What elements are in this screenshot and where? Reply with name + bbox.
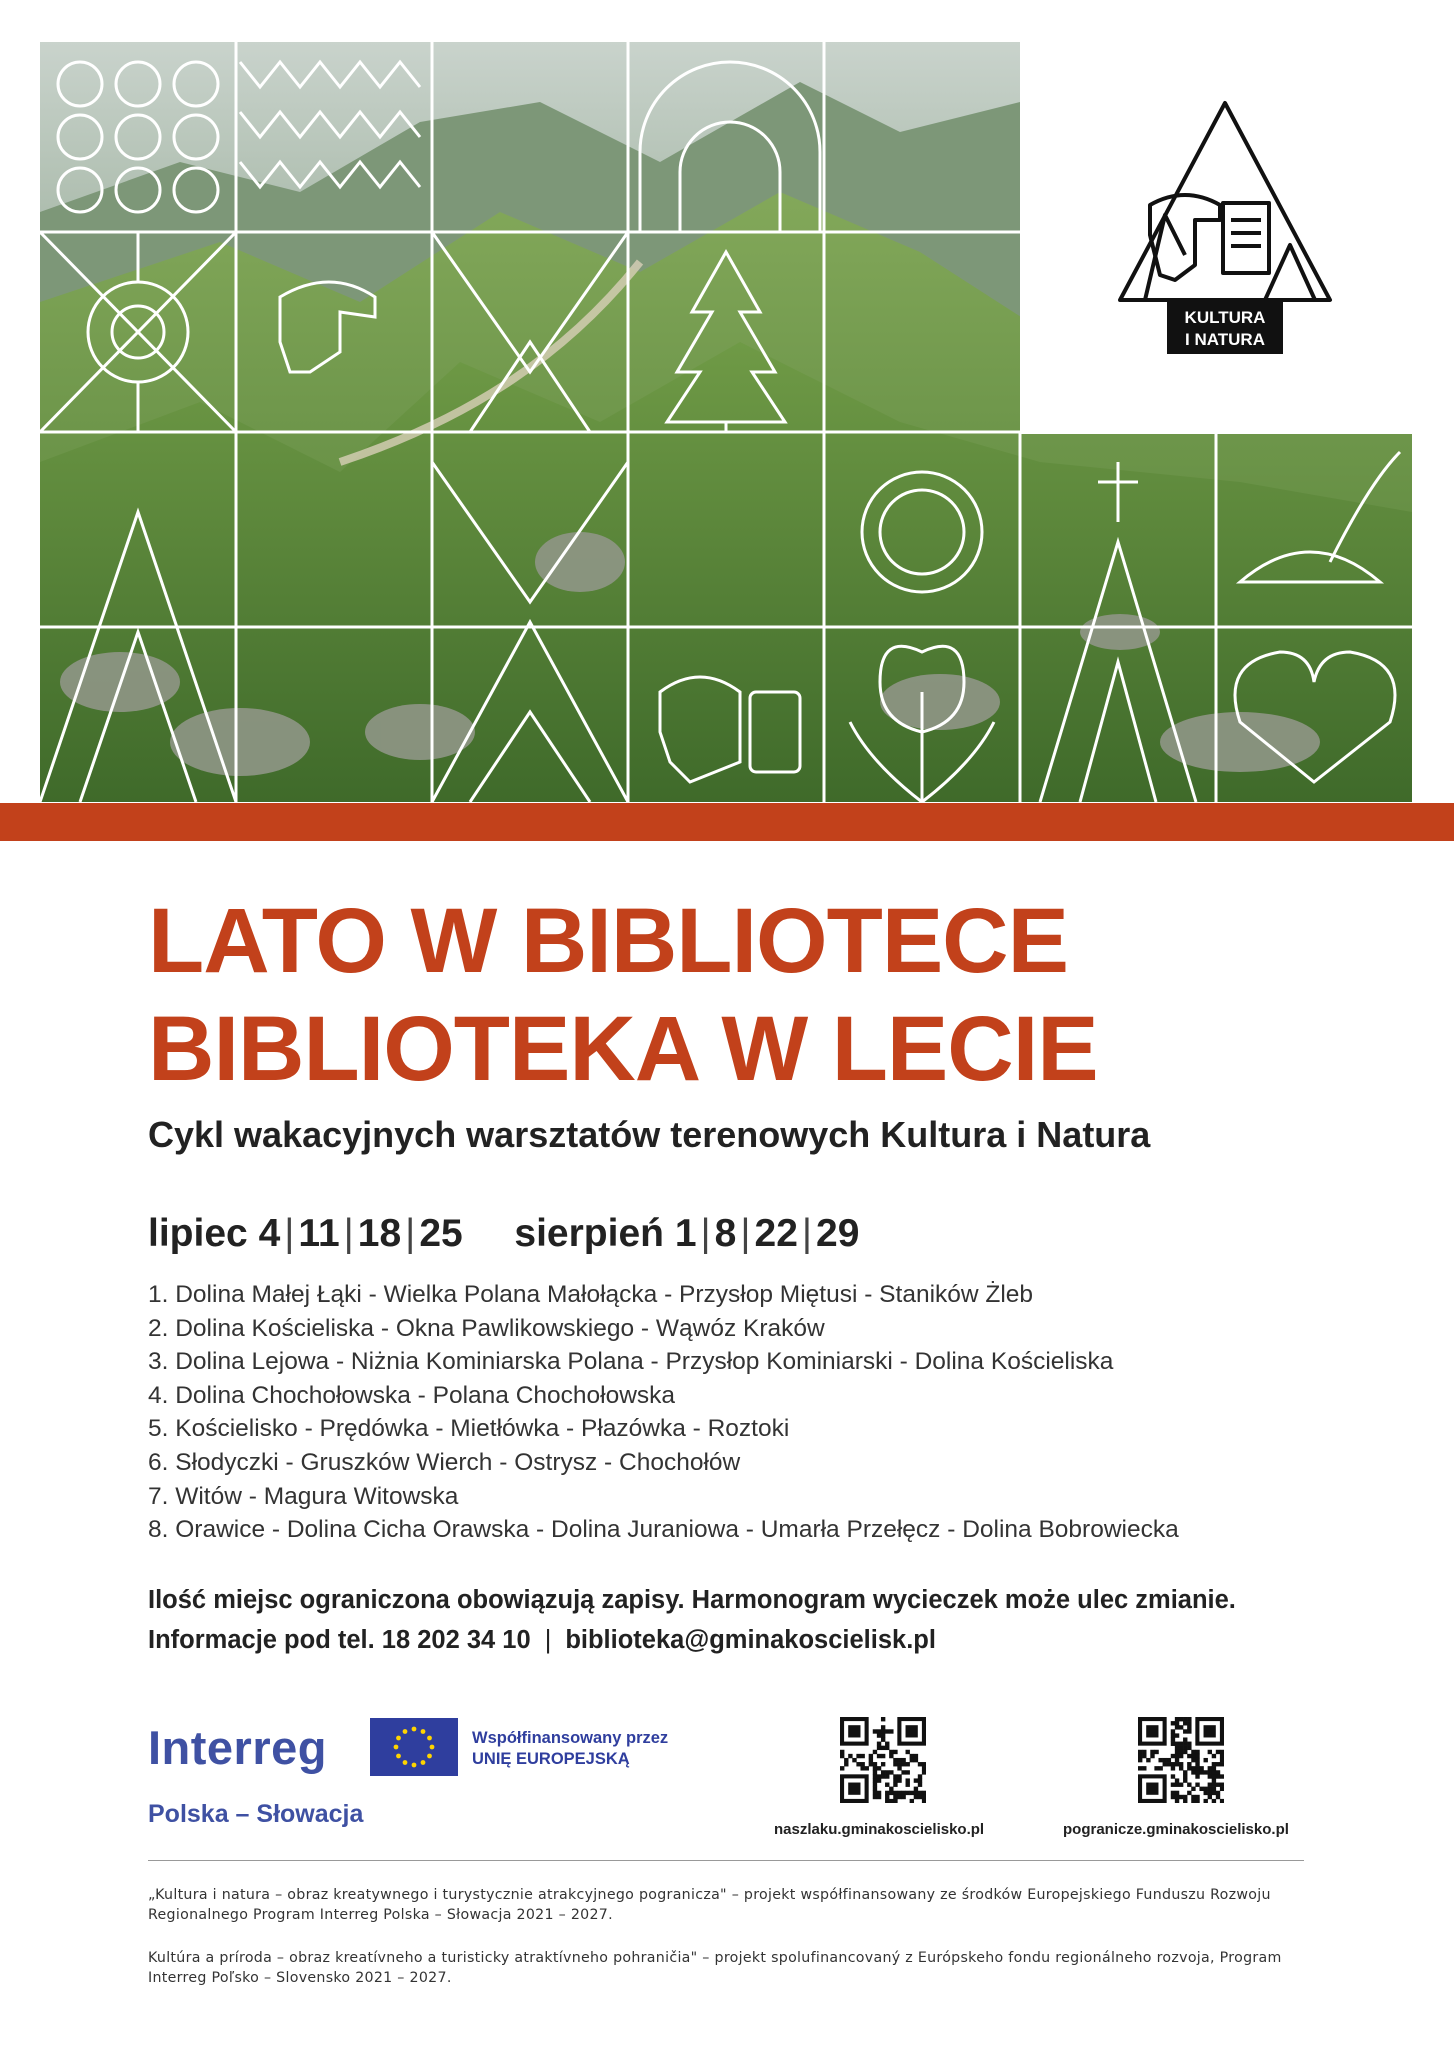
interreg-region: Polska – Słowacja xyxy=(148,1800,364,1828)
july-day: 11 xyxy=(298,1212,340,1255)
route-item: 4. Dolina Chochołowska - Polana Chochołowska xyxy=(148,1381,676,1409)
qr-link-1[interactable]: naszlaku.gminakoscielisko.pl xyxy=(774,1821,985,1838)
eu-cofinancing-text xyxy=(472,1728,668,1770)
registration-notice: Ilość miejsc ograniczona obowiązują zapisy. Harmonogram wycieczek może ulec zmianie. xyxy=(148,1586,1236,1614)
august-label: sierpień xyxy=(514,1212,664,1255)
title-line-1: LATO W BIBLIOTECE xyxy=(148,890,1068,992)
contact-email[interactable]: biblioteka@gminakoscielisk.pl xyxy=(565,1626,936,1654)
route-item: 2. Dolina Kościeliska - Okna Pawlikowskiego - Wąwóz Kraków xyxy=(148,1314,825,1342)
eu-text-line1: Współfinansowany przez xyxy=(472,1729,669,1747)
footnote-polish: „Kultura i natura – obraz kreatywnego i turystycznie atrakcyjnego pogranicza" – projekt współfinansowany ze środków Europejskiego Funduszu Rozwoju Regionalnego Program Interreg Polska – Słowacja 2021 – 2027. xyxy=(148,1887,1271,1923)
contact-info xyxy=(148,1626,936,1655)
august-day: 8 xyxy=(714,1212,737,1255)
qr-code-pogranicze[interactable] xyxy=(1138,1717,1224,1803)
july-label: lipiec xyxy=(148,1212,248,1255)
footer-divider xyxy=(148,1860,1304,1861)
interreg-logo: Interreg xyxy=(148,1721,327,1774)
subtitle: Cykl wakacyjnych warsztatów terenowych Kultura i Natura xyxy=(148,1114,1151,1155)
july-day: 25 xyxy=(419,1212,463,1255)
august-day: 29 xyxy=(816,1212,860,1255)
route-item: 5. Kościelisko - Prędówka - Mietłówka - Płazówka - Roztoki xyxy=(148,1415,790,1443)
route-item: 6. Słodyczki - Gruszków Wierch - Ostrysz - Chochołów xyxy=(148,1448,741,1476)
logo-text-line2: I NATURA xyxy=(1185,330,1265,349)
accent-band xyxy=(0,803,1454,841)
july-day: 18 xyxy=(357,1212,402,1255)
title-line-2: BIBLIOTEKA W LECIE xyxy=(148,998,1098,1100)
eu-flag-icon xyxy=(370,1718,458,1776)
qr-code-naszlaku[interactable] xyxy=(840,1717,926,1803)
route-list xyxy=(148,1278,1348,1547)
dates-line: lipiec 4 | 11 | 18 | 25 sierpień 1 | 8 | 22 | 29 xyxy=(148,1212,860,1255)
contact-phone: Informacje pod tel. 18 202 34 10 xyxy=(148,1626,531,1654)
logo-text-line1: KULTURA xyxy=(1184,308,1266,327)
route-item: 1. Dolina Małej Łąki - Wielka Polana Małołącka - Przysłop Miętusi - Staników Żleb xyxy=(148,1281,1034,1308)
august-day: 1 xyxy=(674,1212,697,1255)
august-day: 22 xyxy=(754,1212,798,1255)
qr-link-2[interactable]: pogranicze.gminakoscielisko.pl xyxy=(1063,1821,1289,1838)
kultura-i-natura-logo xyxy=(1105,95,1345,365)
route-item: 3. Dolina Lejowa - Niżnia Kominiarska Polana - Przysłop Kominiarski - Dolina Kościeliska xyxy=(148,1348,1114,1376)
route-item: 7. Witów - Magura Witowska xyxy=(148,1482,459,1510)
july-day: 4 xyxy=(258,1212,281,1255)
contact-separator: | xyxy=(544,1626,552,1654)
footnote-slovak: Kultúra a príroda – obraz kreatívneho a turisticky atraktívneho pohraničia" – projekt spolufinancovaný z Európskeho fondu regionálneho rozvoja, Program Interreg Poľsko – Slovensko 2021 – 2027. xyxy=(148,1950,1282,1986)
eu-text-line2: UNIĘ EUROPEJSKĄ xyxy=(472,1750,630,1768)
route-item: 8. Orawice - Dolina Cicha Orawska - Dolina Juraniowa - Umarła Przełęcz - Dolina Bobrowiecka xyxy=(148,1516,1179,1544)
